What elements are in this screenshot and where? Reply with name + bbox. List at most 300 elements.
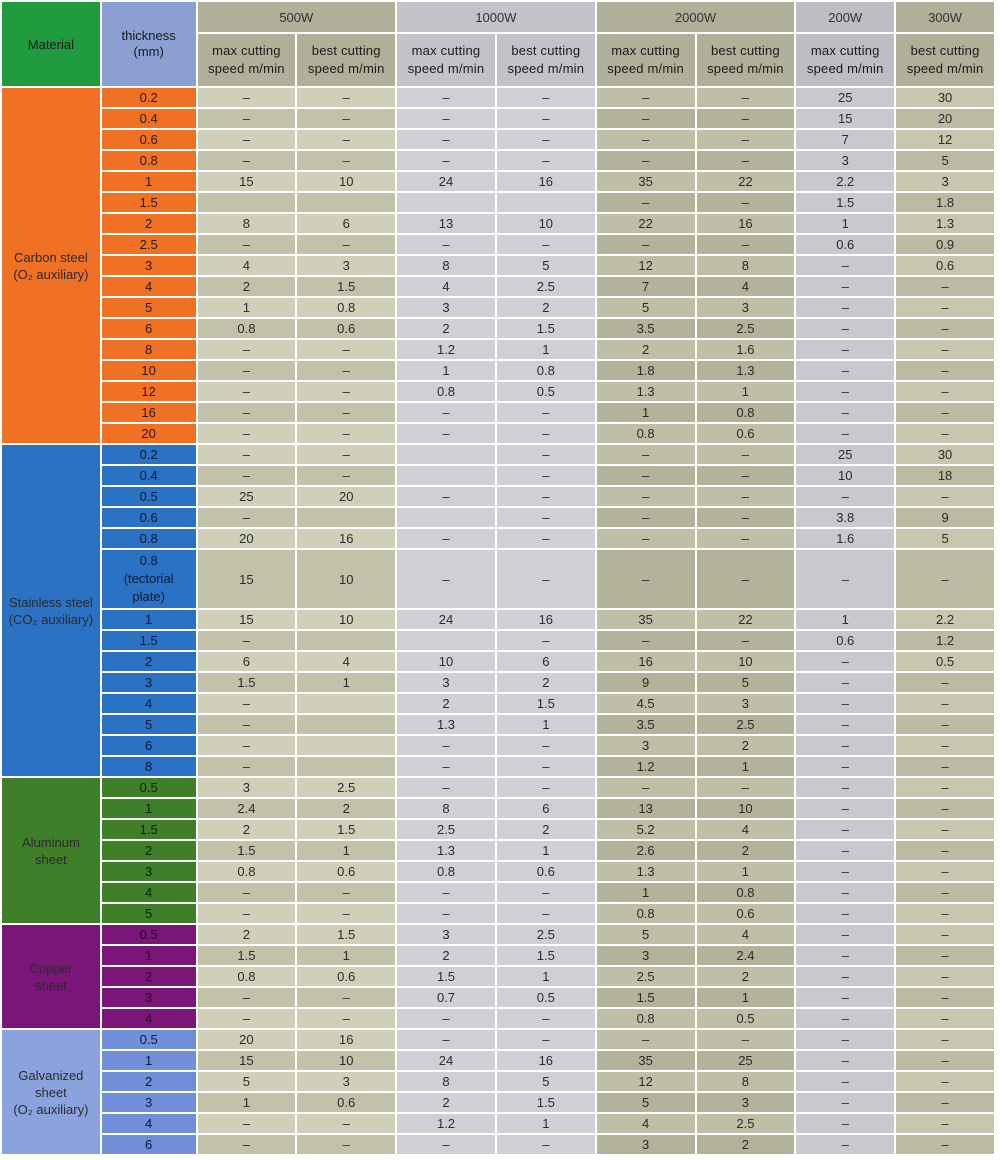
speed-cell: – [697, 466, 795, 485]
speed-cell: 1 [697, 862, 795, 881]
speed-cell: – [397, 424, 495, 443]
speed-cell: 7 [796, 130, 894, 149]
speed-cell: 20 [896, 109, 994, 128]
thickness-cell: 8 [102, 757, 196, 776]
speed-cell: 3 [597, 946, 695, 965]
table-row [2, 925, 994, 944]
speed-cell: – [397, 736, 495, 755]
speed-cell: – [896, 382, 994, 401]
speed-cell: – [796, 340, 894, 359]
speed-cell: – [896, 403, 994, 422]
speed-cell: – [796, 256, 894, 275]
speed-cell: 10 [397, 652, 495, 671]
speed-cell: – [198, 340, 296, 359]
speed-cell: 1.5 [497, 1093, 595, 1112]
speed-cell: – [198, 757, 296, 776]
speed-cell: 0.8 [597, 904, 695, 923]
thickness-cell: 8 [102, 340, 196, 359]
speed-cell: – [198, 715, 296, 734]
speed-cell: 4 [297, 652, 395, 671]
speed-cell: – [597, 445, 695, 464]
speed-cell: – [397, 88, 495, 107]
speed-cell: – [297, 382, 395, 401]
speed-cell: – [796, 1030, 894, 1049]
speed-cell: 0.6 [896, 256, 994, 275]
speed-cell: 1.2 [597, 757, 695, 776]
speed-cell: – [497, 235, 595, 254]
speed-cell [297, 694, 395, 713]
speed-cell: 15 [198, 1051, 296, 1070]
speed-cell: 0.8 [597, 424, 695, 443]
speed-cell: 0.7 [397, 988, 495, 1007]
speed-cell: – [497, 403, 595, 422]
table-row [2, 424, 994, 443]
speed-cell: – [796, 946, 894, 965]
table-row [2, 1072, 994, 1091]
speed-cell: – [896, 361, 994, 380]
speed-cell: 1 [297, 946, 395, 965]
speed-cell: – [497, 757, 595, 776]
speed-cell: 8 [198, 214, 296, 233]
speed-cell: – [297, 424, 395, 443]
thickness-cell: 1 [102, 172, 196, 191]
material-label-galv: Galvanized sheet (O₂ auxiliary) [2, 1030, 100, 1154]
speed-cell: – [896, 424, 994, 443]
speed-cell: 3 [397, 925, 495, 944]
speed-cell: 16 [497, 1051, 595, 1070]
speed-cell: 3 [796, 151, 894, 170]
speed-cell: – [198, 403, 296, 422]
speed-cell: 1.2 [397, 340, 495, 359]
speed-cell: 0.9 [896, 235, 994, 254]
speed-cell: – [896, 1051, 994, 1070]
table-row [2, 1030, 994, 1049]
table-row [2, 256, 994, 275]
speed-cell: – [697, 550, 795, 608]
speed-cell: 3 [297, 256, 395, 275]
speed-cell: 6 [497, 799, 595, 818]
speed-cell: – [896, 298, 994, 317]
thickness-cell: 16 [102, 403, 196, 422]
speed-cell: 1 [397, 361, 495, 380]
speed-cell: – [198, 466, 296, 485]
speed-cell: – [297, 904, 395, 923]
speed-cell: – [597, 151, 695, 170]
speed-cell [397, 508, 495, 527]
table-row [2, 862, 994, 881]
speed-cell: – [198, 88, 296, 107]
speed-cell: 22 [697, 610, 795, 629]
speed-cell: – [497, 631, 595, 650]
speed-cell: – [697, 235, 795, 254]
speed-cell: 0.6 [297, 862, 395, 881]
thickness-cell: 0.6 [102, 130, 196, 149]
thickness-cell: 2 [102, 841, 196, 860]
speed-cell: – [198, 424, 296, 443]
speed-cell: 1 [297, 841, 395, 860]
speed-cell: – [697, 151, 795, 170]
speed-cell: – [397, 1030, 495, 1049]
speed-cell: – [796, 967, 894, 986]
speed-cell: 25 [796, 445, 894, 464]
speed-cell: 0.6 [497, 862, 595, 881]
speed-cell [297, 631, 395, 650]
speed-cell: – [796, 487, 894, 506]
speed-cell: 0.5 [497, 382, 595, 401]
speed-cell: 4.5 [597, 694, 695, 713]
speed-cell: 10 [697, 799, 795, 818]
table-row [2, 340, 994, 359]
speed-cell: 1 [796, 214, 894, 233]
speed-cell: 1.5 [297, 820, 395, 839]
speed-cell: – [896, 736, 994, 755]
speed-cell: 4 [597, 1114, 695, 1133]
speed-cell: 3 [198, 778, 296, 797]
thickness-cell: 1.5 [102, 820, 196, 839]
thickness-cell: 4 [102, 1009, 196, 1028]
speed-cell: 2.5 [497, 925, 595, 944]
speed-cell: 0.8 [597, 1009, 695, 1028]
speed-cell: 3 [397, 673, 495, 692]
thickness-cell: 0.2 [102, 445, 196, 464]
speed-cell: – [896, 319, 994, 338]
speed-cell: 1 [198, 298, 296, 317]
speed-cell: 10 [297, 610, 395, 629]
speed-cell: – [397, 883, 495, 902]
speed-cell: 3 [397, 298, 495, 317]
speed-cell: 4 [397, 277, 495, 296]
speed-cell: 1.5 [497, 946, 595, 965]
speed-cell: 4 [697, 925, 795, 944]
speed-cell: 1.5 [297, 925, 395, 944]
speed-cell: – [497, 1030, 595, 1049]
speed-cell: 1.5 [397, 967, 495, 986]
speed-cell: 1 [497, 1114, 595, 1133]
thickness-cell: 6 [102, 1135, 196, 1154]
speed-cell: – [796, 1135, 894, 1154]
speed-cell: 5.2 [597, 820, 695, 839]
table-row [2, 487, 994, 506]
speed-cell: – [597, 88, 695, 107]
speed-cell: – [397, 130, 495, 149]
speed-cell: 1.8 [597, 361, 695, 380]
header-max-speed: max cutting speed m/min [597, 34, 695, 86]
speed-cell: – [896, 778, 994, 797]
header-best-speed: best cutting speed m/min [497, 34, 595, 86]
speed-cell: 24 [397, 1051, 495, 1070]
thickness-cell: 10 [102, 361, 196, 380]
speed-cell: – [597, 235, 695, 254]
speed-cell: 10 [697, 652, 795, 671]
speed-cell: – [796, 694, 894, 713]
speed-cell: – [896, 757, 994, 776]
speed-cell: 2.2 [896, 610, 994, 629]
speed-cell: – [796, 403, 894, 422]
speed-cell: – [497, 487, 595, 506]
speed-cell: – [896, 1030, 994, 1049]
speed-cell: 2 [397, 694, 495, 713]
speed-cell: – [597, 487, 695, 506]
speed-cell: 0.6 [697, 424, 795, 443]
material-label-copper: Copper sheet [2, 925, 100, 1028]
table-row [2, 736, 994, 755]
table-row [2, 88, 994, 107]
speed-cell: 1 [497, 841, 595, 860]
table-row [2, 382, 994, 401]
speed-cell: – [896, 904, 994, 923]
table-row [2, 1093, 994, 1112]
speed-cell: – [597, 193, 695, 212]
speed-cell: – [198, 631, 296, 650]
speed-cell: – [497, 88, 595, 107]
speed-cell: – [896, 340, 994, 359]
speed-cell: – [896, 925, 994, 944]
thickness-cell: 0.5 [102, 778, 196, 797]
speed-cell: 1.5 [198, 673, 296, 692]
speed-cell: 0.6 [796, 235, 894, 254]
speed-cell: 20 [198, 1030, 296, 1049]
thickness-cell: 4 [102, 1114, 196, 1133]
speed-cell: 2 [198, 820, 296, 839]
speed-cell: 25 [198, 487, 296, 506]
speed-cell: 9 [597, 673, 695, 692]
speed-cell: – [397, 778, 495, 797]
speed-cell: 5 [697, 673, 795, 692]
table-row [2, 109, 994, 128]
speed-cell: – [796, 1093, 894, 1112]
speed-cell: 1.8 [896, 193, 994, 212]
speed-cell: 2.6 [597, 841, 695, 860]
speed-cell: 3.5 [597, 715, 695, 734]
table-row [2, 1135, 994, 1154]
speed-cell: – [397, 1135, 495, 1154]
speed-cell: 0.8 [497, 361, 595, 380]
speed-cell: – [697, 1030, 795, 1049]
speed-cell: – [198, 382, 296, 401]
thickness-cell: 4 [102, 277, 196, 296]
speed-cell: – [198, 1009, 296, 1028]
speed-cell: 5 [497, 1072, 595, 1091]
speed-cell: 1.3 [697, 361, 795, 380]
speed-cell: – [896, 1114, 994, 1133]
speed-cell: 6 [198, 652, 296, 671]
speed-cell: 20 [198, 529, 296, 548]
speed-cell: 1.5 [297, 277, 395, 296]
speed-cell: – [297, 235, 395, 254]
speed-cell: 16 [297, 1030, 395, 1049]
speed-cell: – [397, 403, 495, 422]
speed-cell: 5 [497, 256, 595, 275]
speed-cell: 2 [697, 967, 795, 986]
speed-cell: 13 [397, 214, 495, 233]
speed-cell: 0.8 [397, 382, 495, 401]
speed-cell [198, 193, 296, 212]
speed-cell: 4 [697, 277, 795, 296]
speed-cell: 0.5 [697, 1009, 795, 1028]
thickness-cell: 0.2 [102, 88, 196, 107]
speed-cell: – [597, 631, 695, 650]
thickness-cell: 3 [102, 1093, 196, 1112]
speed-cell: – [497, 550, 595, 608]
speed-cell: 5 [597, 298, 695, 317]
speed-cell: 2.5 [497, 277, 595, 296]
speed-cell: – [397, 109, 495, 128]
speed-cell: – [796, 277, 894, 296]
speed-cell: 1.3 [397, 715, 495, 734]
speed-cell: – [397, 1009, 495, 1028]
speed-cell: – [597, 529, 695, 548]
speed-cell: 2 [297, 799, 395, 818]
speed-cell: 5 [597, 1093, 695, 1112]
speed-cell: 2.5 [597, 967, 695, 986]
speed-cell: 6 [297, 214, 395, 233]
speed-cell: 0.8 [697, 403, 795, 422]
speed-cell: 2.5 [697, 1114, 795, 1133]
speed-cell: 2 [198, 925, 296, 944]
speed-cell: 0.6 [297, 319, 395, 338]
speed-cell: – [597, 778, 695, 797]
thickness-cell: 0.5 [102, 925, 196, 944]
speed-cell: – [896, 967, 994, 986]
thickness-cell: 0.5 [102, 487, 196, 506]
speed-cell: 24 [397, 172, 495, 191]
speed-cell: 15 [796, 109, 894, 128]
speed-cell: 1 [297, 673, 395, 692]
speed-cell: 8 [697, 1072, 795, 1091]
thickness-cell: 2 [102, 1072, 196, 1091]
speed-cell: 2 [597, 340, 695, 359]
speed-cell: 0.5 [497, 988, 595, 1007]
table-row [2, 445, 994, 464]
speed-cell: – [796, 736, 894, 755]
speed-cell: 3.8 [796, 508, 894, 527]
speed-cell: 2 [198, 277, 296, 296]
speed-cell: – [896, 715, 994, 734]
speed-cell: 35 [597, 1051, 695, 1070]
table-row [2, 403, 994, 422]
speed-cell: – [796, 298, 894, 317]
speed-cell: – [497, 904, 595, 923]
thickness-cell: 6 [102, 736, 196, 755]
header-max-speed: max cutting speed m/min [796, 34, 894, 86]
speed-cell: – [198, 445, 296, 464]
speed-cell: – [198, 883, 296, 902]
speed-cell: – [597, 508, 695, 527]
material-label-aluminum: Aluminum sheet [2, 778, 100, 923]
speed-cell: – [497, 130, 595, 149]
speed-cell: 0.8 [198, 862, 296, 881]
thickness-cell: 3 [102, 673, 196, 692]
table-row [2, 193, 994, 212]
speed-cell: – [796, 799, 894, 818]
thickness-cell: 1 [102, 799, 196, 818]
speed-cell: 4 [198, 256, 296, 275]
speed-cell: 16 [597, 652, 695, 671]
speed-cell: – [198, 109, 296, 128]
speed-cell: 1.3 [397, 841, 495, 860]
speed-cell: 10 [297, 550, 395, 608]
speed-cell: 24 [397, 610, 495, 629]
thickness-cell: 5 [102, 715, 196, 734]
table-row [2, 277, 994, 296]
speed-cell: – [497, 1135, 595, 1154]
speed-cell: 16 [497, 172, 595, 191]
table-row [2, 466, 994, 485]
speed-cell: 1 [198, 1093, 296, 1112]
speed-cell: 5 [198, 1072, 296, 1091]
speed-cell: – [497, 109, 595, 128]
thickness-cell: 2 [102, 967, 196, 986]
speed-cell: 0.8 [297, 298, 395, 317]
speed-cell: – [796, 652, 894, 671]
speed-cell: – [397, 550, 495, 608]
speed-cell: 1.3 [597, 382, 695, 401]
speed-cell: 2.4 [697, 946, 795, 965]
speed-cell: 1.5 [198, 946, 296, 965]
speed-cell: 13 [597, 799, 695, 818]
speed-cell: – [297, 1114, 395, 1133]
speed-cell: – [397, 529, 495, 548]
speed-cell: 1.2 [397, 1114, 495, 1133]
speed-cell: – [198, 904, 296, 923]
speed-cell: 1.6 [796, 529, 894, 548]
speed-cell: – [796, 988, 894, 1007]
speed-cell: – [297, 88, 395, 107]
thickness-cell: 1.5 [102, 631, 196, 650]
speed-cell: – [297, 445, 395, 464]
speed-cell: – [896, 550, 994, 608]
speed-cell: 1 [697, 988, 795, 1007]
speed-cell: 16 [497, 610, 595, 629]
speed-cell: 2 [697, 1135, 795, 1154]
speed-cell: – [397, 151, 495, 170]
speed-cell: 1 [497, 715, 595, 734]
speed-cell [297, 736, 395, 755]
table-row [2, 904, 994, 923]
speed-cell: – [497, 529, 595, 548]
speed-cell: 3 [597, 736, 695, 755]
speed-cell: 2.5 [397, 820, 495, 839]
speed-cell: 1 [697, 382, 795, 401]
speed-cell: – [697, 778, 795, 797]
speed-cell: – [796, 424, 894, 443]
header-power-2000w: 2000W [597, 2, 795, 32]
speed-cell: 0.8 [198, 967, 296, 986]
speed-cell: 8 [397, 799, 495, 818]
speed-cell: 1 [796, 610, 894, 629]
speed-cell: – [796, 382, 894, 401]
speed-cell: – [297, 340, 395, 359]
speed-cell: 5 [597, 925, 695, 944]
speed-cell: 2.5 [297, 778, 395, 797]
speed-cell: 10 [297, 1051, 395, 1070]
thickness-cell: 2 [102, 214, 196, 233]
speed-cell: – [796, 673, 894, 692]
speed-cell: 15 [198, 610, 296, 629]
speed-cell: – [796, 925, 894, 944]
thickness-cell: 3 [102, 862, 196, 881]
speed-cell: – [697, 130, 795, 149]
speed-cell: – [198, 988, 296, 1007]
table-row [2, 652, 994, 671]
speed-cell: – [796, 778, 894, 797]
header-power-row [2, 2, 994, 32]
speed-cell: 10 [297, 172, 395, 191]
speed-cell [397, 445, 495, 464]
table-row [2, 820, 994, 839]
speed-cell: – [297, 988, 395, 1007]
table-row [2, 298, 994, 317]
